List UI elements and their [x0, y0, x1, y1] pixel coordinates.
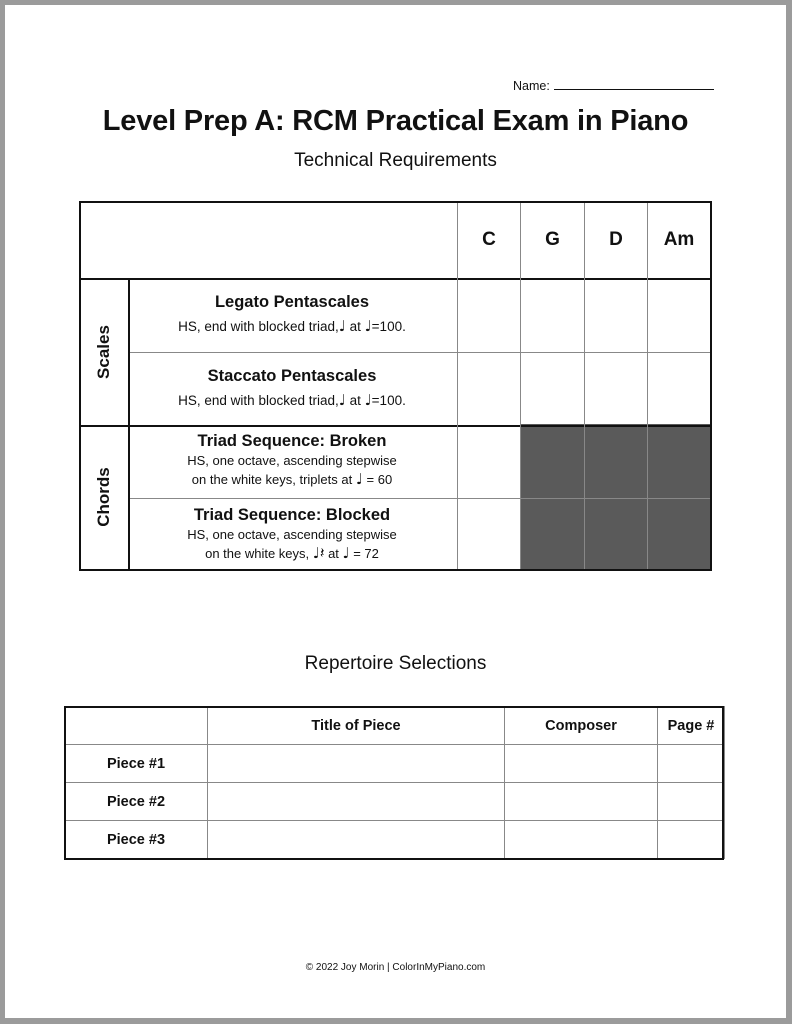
table-row — [65, 745, 725, 783]
cell-legato-c[interactable] — [458, 280, 520, 352]
title-cell[interactable] — [208, 783, 505, 821]
repertoire-table — [64, 706, 725, 859]
column-header-c: C — [482, 228, 496, 250]
group-label-scales: Scales — [94, 325, 113, 379]
page-subtitle: Technical Requirements — [294, 150, 497, 171]
quarter-note-icon: ♩ — [355, 470, 363, 488]
row-description-line2: on the white keys, triplets at ♩ = 60 — [191, 470, 393, 488]
page-cell[interactable] — [658, 821, 725, 859]
name-label: Name: — [513, 79, 550, 93]
cell-legato-am[interactable] — [648, 280, 710, 352]
cell-staccato-g[interactable] — [521, 353, 584, 425]
name-blank-line[interactable] — [554, 77, 714, 90]
cell-staccato-d[interactable] — [585, 353, 647, 425]
footer-copyright: © 2022 Joy Morin | ColorInMyPiano.com — [305, 962, 486, 973]
table-row — [65, 821, 725, 859]
group-label-chords: Chords — [94, 467, 113, 527]
quarter-note-icon: ♩ — [338, 391, 346, 409]
row-description-line1: HS, one octave, ascending stepwise — [187, 453, 397, 468]
page-cell[interactable] — [658, 783, 725, 821]
cell-staccato-am[interactable] — [648, 353, 710, 425]
column-header-empty — [65, 707, 208, 745]
composer-cell[interactable] — [505, 783, 658, 821]
table-header-row — [65, 707, 725, 745]
column-header-title: Title of Piece — [208, 707, 505, 745]
repertoire-heading: Repertoire Selections — [304, 653, 487, 674]
column-header-page: Page # — [658, 707, 725, 745]
row-title: Triad Sequence: Broken — [197, 432, 387, 450]
cell-blocked-c[interactable] — [458, 499, 520, 569]
title-cell[interactable] — [208, 745, 505, 783]
quarter-note-icon: ♩ — [364, 317, 372, 335]
row-legato-pentascales — [128, 292, 456, 336]
group-divider — [81, 425, 710, 427]
piece-label: Piece #1 — [65, 745, 208, 783]
name-field — [513, 77, 714, 93]
technical-requirements-table — [79, 201, 712, 571]
row-description: HS, end with blocked triad,♩ at ♩=100. — [178, 391, 406, 409]
row-description: HS, end with blocked triad,♩ at ♩=100. — [178, 317, 406, 335]
cell-broken-c[interactable] — [458, 427, 520, 498]
piece-label: Piece #2 — [65, 783, 208, 821]
cell-legato-g[interactable] — [521, 280, 584, 352]
cell-staccato-c[interactable] — [458, 353, 520, 425]
composer-cell[interactable] — [505, 821, 658, 859]
column-header-g: G — [545, 228, 560, 250]
quarter-note-icon: ♩ — [364, 391, 372, 409]
cell-legato-d[interactable] — [585, 280, 647, 352]
row-staccato-pentascales — [128, 366, 456, 410]
row-divider — [128, 498, 710, 499]
quarter-note-icon: ♩ — [342, 544, 350, 562]
title-cell[interactable] — [208, 821, 505, 859]
row-triad-sequence-blocked — [128, 505, 456, 563]
row-title: Triad Sequence: Blocked — [193, 506, 391, 524]
row-description-line2: on the white keys, ♩𝄽 at ♩ = 72 — [205, 544, 379, 562]
column-header-composer: Composer — [505, 707, 658, 745]
table-row — [65, 783, 725, 821]
page-title: Level Prep A: RCM Practical Exam in Piano — [102, 105, 689, 137]
worksheet-page — [5, 5, 786, 1018]
composer-cell[interactable] — [505, 745, 658, 783]
row-title: Legato Pentascales — [214, 293, 370, 311]
piece-label: Piece #3 — [65, 821, 208, 859]
page-cell[interactable] — [658, 745, 725, 783]
column-header-d: D — [609, 228, 623, 250]
column-header-am: Am — [663, 228, 695, 250]
quarter-note-icon: ♩ — [338, 317, 346, 335]
row-title: Staccato Pentascales — [207, 367, 377, 385]
row-triad-sequence-broken — [128, 431, 456, 489]
row-description-line1: HS, one octave, ascending stepwise — [187, 527, 397, 542]
quarter-note-rest-icon: ♩𝄽 — [312, 544, 325, 562]
